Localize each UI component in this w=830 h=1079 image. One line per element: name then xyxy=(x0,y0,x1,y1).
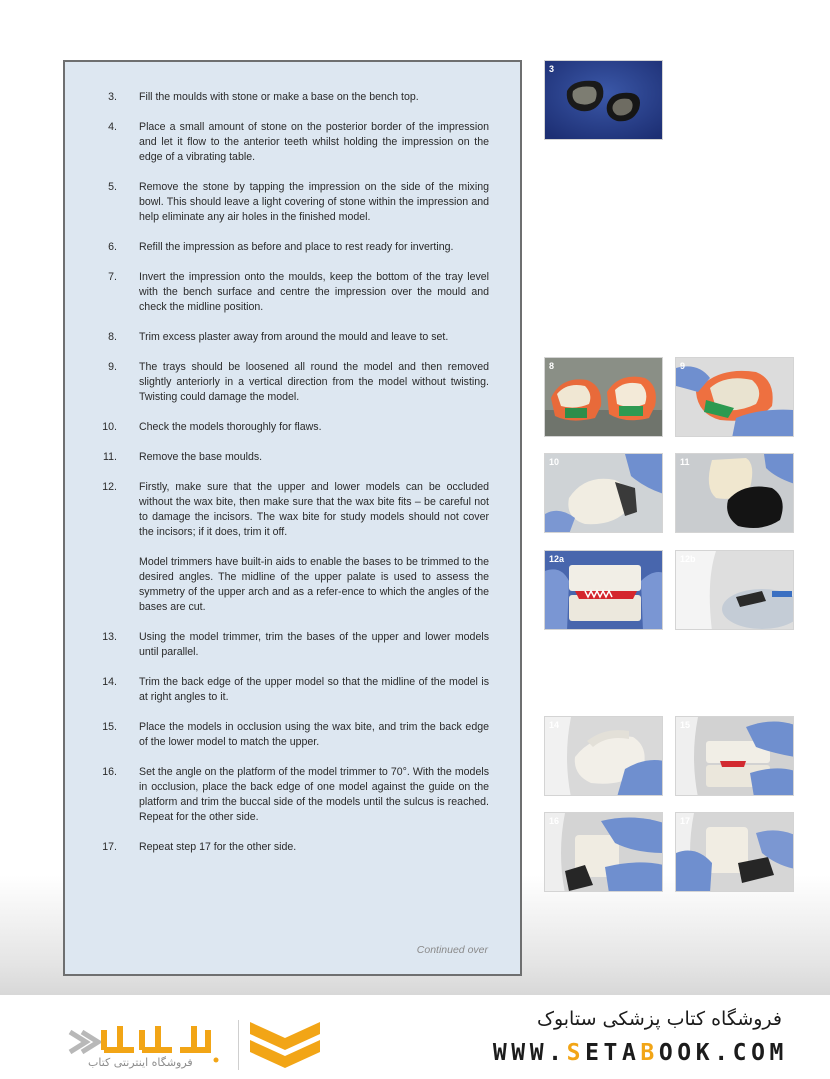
step-number: 5. xyxy=(108,181,117,193)
step-8 xyxy=(65,330,520,345)
step-number: 11. xyxy=(103,451,117,463)
url-part: OOK.COM xyxy=(658,1040,788,1066)
photo-label: 12a xyxy=(549,554,565,564)
photo-12b xyxy=(675,550,794,630)
step-4 xyxy=(65,120,520,165)
step-11 xyxy=(65,450,520,465)
step-number: 12. xyxy=(102,481,117,493)
step-16 xyxy=(65,765,520,825)
photo-3 xyxy=(544,60,663,140)
step-number: 17. xyxy=(102,841,117,853)
step-15 xyxy=(65,720,520,750)
step-text: Trim the back edge of the upper model so that the midline of the model is at right angles to it. xyxy=(139,676,489,703)
step-9 xyxy=(65,360,520,405)
photo-16 xyxy=(544,812,663,892)
photo-label: 11 xyxy=(680,457,690,467)
shop-name: فروشگاه کتاب پزشکی ستابوک xyxy=(536,1008,782,1030)
url-part: WWW. xyxy=(492,1040,567,1066)
step-text: Place the models in occlusion using the wax bite, and trim the back edge of the lower model to match the upper. xyxy=(139,721,489,748)
step-3 xyxy=(65,90,520,105)
step-12 xyxy=(65,480,520,615)
photo-label: 16 xyxy=(549,816,560,826)
photo-label: 14 xyxy=(549,720,560,730)
step-7 xyxy=(65,270,520,315)
photo-14 xyxy=(544,716,663,796)
photo-15 xyxy=(675,716,794,796)
photo-9 xyxy=(675,357,794,437)
step-10 xyxy=(65,420,520,435)
photo-17 xyxy=(675,812,794,892)
photo-8-image xyxy=(545,358,663,437)
step-13 xyxy=(65,630,520,660)
step-5 xyxy=(65,180,520,225)
url-highlight: B xyxy=(640,1040,659,1066)
step-number: 4. xyxy=(108,121,117,133)
photo-11 xyxy=(675,453,794,533)
photo-16-image xyxy=(545,813,663,892)
step-text: Set the angle on the platform of the model trimmer to 70°. With the models in occlusion, place the back edge of one model against the guide on the platform and trim the buccal side of the models until the sulcus is reached. Repeat for the other side. xyxy=(139,766,489,823)
photo-8 xyxy=(544,357,663,437)
step-text: Place a small amount of stone on the posterior border of the impression and let it flow to the anterior teeth whilst holding the impression on the edge of a vibrating table. xyxy=(139,121,489,163)
shop-tagline: فروشگاه اینترنتی کتاب xyxy=(88,1056,193,1069)
photo-label: 9 xyxy=(680,361,686,371)
steps-list xyxy=(65,90,520,870)
step-text: The trays should be loosened all round the model and then removed slightly anteriorly in a vertical direction from the model without twisting. Twisting could damage the model. xyxy=(139,361,489,403)
step-text: Trim excess plaster away from around the mould and leave to set. xyxy=(139,331,449,343)
photo-15-image xyxy=(676,717,794,796)
url-highlight: S xyxy=(566,1040,586,1066)
step-text: Invert the impression onto the moulds, keep the bottom of the tray level with the bench surface and centre the impression over the mould and check the midline position. xyxy=(139,271,489,313)
photo-11-image xyxy=(676,454,794,533)
step-6 xyxy=(65,240,520,255)
photo-label: 8 xyxy=(549,361,555,371)
step-number: 8. xyxy=(108,331,117,343)
step-number: 15. xyxy=(102,721,117,733)
book-logo-mark xyxy=(246,1018,324,1074)
photo-label: 3 xyxy=(549,64,555,74)
photo-3-image xyxy=(545,61,663,140)
logo-divider xyxy=(238,1020,239,1070)
step-14 xyxy=(65,675,520,705)
step-number: 9. xyxy=(108,361,117,373)
step-number: 10. xyxy=(102,421,117,433)
step-text: Refill the impression as before and place to rest ready for inverting. xyxy=(139,241,454,253)
photo-12a xyxy=(544,550,663,630)
instructions-panel xyxy=(63,60,522,976)
step-note: Model trimmers have built-in aids to enable the bases to be trimmed to the desired angles. The midline of the upper palate is used to assess the symmetry of the upper arch and as a refer-ence to which the angles of the bases are cut. xyxy=(139,556,489,613)
url-part: ETA xyxy=(585,1040,641,1066)
photo-10-image xyxy=(545,454,663,533)
step-number: 6. xyxy=(108,241,117,253)
photo-label: 15 xyxy=(680,720,691,730)
step-17 xyxy=(65,840,520,855)
step-number: 16. xyxy=(102,766,117,778)
photo-label: 10 xyxy=(549,457,560,467)
step-number: 13. xyxy=(102,631,117,643)
photo-17-image xyxy=(676,813,794,892)
photo-10 xyxy=(544,453,663,533)
step-text: Remove the stone by tapping the impression on the side of the mixing bowl. This should leave a light covering of stone within the impression and help eliminate any air holes in the finished model. xyxy=(139,181,489,223)
photo-9-image xyxy=(676,358,794,437)
step-text: Repeat step 17 for the other side. xyxy=(139,841,297,853)
photo-label: 17 xyxy=(680,816,691,826)
step-number: 3. xyxy=(108,91,117,103)
step-number: 7. xyxy=(108,271,117,283)
step-text: Fill the moulds with stone or make a base on the bench top. xyxy=(139,91,419,103)
step-number: 14. xyxy=(102,676,117,688)
continued-note: Continued over xyxy=(416,944,488,956)
step-text: Firstly, make sure that the upper and lower models can be occluded without the wax bite, then make sure that the wax bite fits – be careful not to damage the incisors. The wax bite for study models should not cover the incisors; if it does, trim it off. xyxy=(139,481,489,538)
photo-label: 12b xyxy=(680,554,696,564)
step-text: Remove the base moulds. xyxy=(139,451,263,463)
step-text: Check the models thoroughly for flaws. xyxy=(139,421,322,433)
photo-14-image xyxy=(545,717,663,796)
step-text: Using the model trimmer, trim the bases of the upper and lower models until parallel. xyxy=(139,631,489,658)
shop-url xyxy=(493,1040,788,1066)
